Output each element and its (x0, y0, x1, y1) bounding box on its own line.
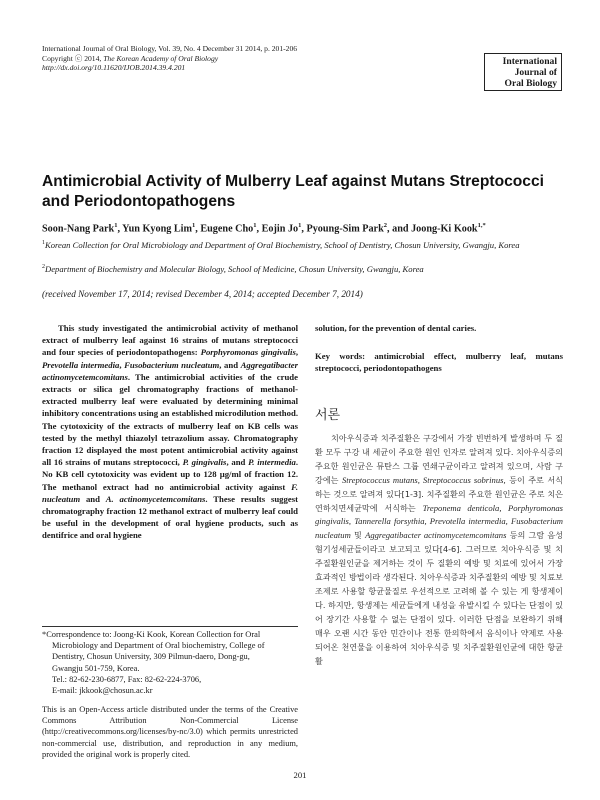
correspondence-line: *Correspondence to: Joong-Ki Kook, Korean Collection for Oral (42, 630, 261, 639)
journal-box-line-1: International (502, 56, 557, 67)
author-affil-sup: 1 (298, 222, 302, 229)
journal-citation-block (42, 44, 382, 73)
abstract-text: and (85, 493, 100, 504)
species-name: P. intermedia (248, 457, 296, 468)
affiliation-sup: 2 (42, 264, 45, 270)
author-name: Soon-Nang Park (42, 223, 115, 235)
affiliation-sup: 1 (42, 240, 45, 246)
correspondence-line: Gwangju 501-759, Korea. (52, 663, 140, 673)
intro-text: 및 (354, 530, 362, 541)
received-dates: (received November 17, 2014; revised December 4, 2014; accepted December 7, 2014) (42, 289, 363, 299)
copyright-prefix: Copyright ⓒ 2014, (42, 53, 102, 63)
doi-link[interactable]: http://dx.doi.org/10.11620/IJOB.2014.39.4.201 (42, 63, 186, 73)
journal-citation: International Journal of Oral Biology, Vol. 39, No. 4 December 31 2014, p. 201-206 (42, 44, 298, 53)
affiliation-1 (42, 238, 562, 251)
species-name: Aggregatibacter actinomycetemcomitans (365, 530, 507, 541)
correspondence-line: Microbiology and Department of Oral biochemistry, College of (52, 641, 265, 651)
affiliation-text: Department of Biochemistry and Molecular Biology, School of Medicine, Chosun University, Gwangju, Korea (45, 263, 424, 274)
copyright-line (42, 54, 382, 64)
correspondence-line: Dentistry, Chosun University, 309 Pilmun-daero, Dong-gu, (52, 652, 250, 662)
intro-text: 등의 그람 음성 혐기성세균들이라고 보고되고 있다[4-6]. 그러므로 치아우식증 및 치주질환원인균을 제거하는 것이 두 질환의 예방 및 치료에 있어서 가장 효과적인 방법이라 생각된다. 치아우식증과 치주질환의 예방 및 치료보조제로 사용할 항균물질로 우선적으로 고려해 볼 수 있는 게 항생제이다. 하지만, 항생제는 세균들에게 내성을 유발시킬 수 있다는 단점이 있어 장기간 사용할 수 없는 단점이 있다. 이러한 단점을 보완하기 위해 매우 오랜 시간 동안 민간이나 전통 한의학에서 음식이나 약제로 사용되어온 천연물을 이용하여 치아우식증 및 치주질환원인균에 대한 항균활 (315, 530, 564, 666)
correspondence-email[interactable]: E-mail: jkkook@chosun.ac.kr (52, 686, 153, 696)
author-name: Yun Kyong Lim (122, 223, 192, 235)
license-note: This is an Open-Access article distributed under the terms of the Creative Commons Attribution Non-Commercial License (http://creativecommons.org/licenses/by-nc/3.0) which permits unrestricted non-commercial use, distribution, and reproduction in any medium, provided the original work is properly cited. (42, 705, 298, 759)
abstract-text: , and (226, 457, 246, 468)
author-affil-sup: 1 (192, 222, 196, 229)
author-name: Eojin Jo (261, 223, 299, 235)
author-name: Pyoung-Sim Park (306, 223, 384, 235)
introduction-paragraph (315, 432, 563, 668)
author-affil-sup: 1,* (477, 222, 486, 229)
abstract-text: . These results suggest chromatography fraction 12 methanol extract of mulberry leaf could be useful in the development of oral hygiene products, such as dentifrice and oral hygiene (42, 493, 298, 541)
page-number: 201 (293, 770, 307, 780)
species-name: F. nucleatum (42, 481, 298, 504)
copyright-org: The Korean Academy of Oral Biology (103, 53, 219, 63)
intro-text: 등이 주로 서식하는 것으로 알려져 있다[1-3]. 치주질환의 주요한 원인균은 주로 치은연하치면세균막에 서식하는 (315, 474, 563, 513)
species-name: Treponema denticola, Porphyromonas gingivalis, Tannerella forsythia, Prevotella intermedia, Fusobacterium nucleatum (315, 502, 564, 541)
species-name: Aggregatibacter actinomycetemcomitans (42, 359, 299, 382)
species-name: A. actinomycetemcomitans (105, 493, 206, 504)
journal-box-line-3: Oral Biology (504, 78, 557, 89)
intro-text: 치아우식증과 치주질환은 구강에서 가장 빈번하게 발생하며 두 질환 모두 구강 내 세균이 주요한 원인 인자로 알려져 있다. 치아우식증의 주요한 원인균은 뮤탄스 그룹 연쇄구균이라고 알려져 있으며, 사람 구강에는 (315, 433, 563, 485)
affiliation-2 (42, 262, 562, 275)
author-name: Joong-Ki Kook (411, 223, 478, 235)
journal-box-line-2: Journal of (514, 67, 557, 78)
journal-logo-box (484, 53, 562, 91)
abstract-text: . No KB cell cytotoxicity was evident up to 128 µg/ml of fraction 12. The methanol extract had no antimicrobial activity against (42, 457, 299, 492)
article-title: Antimicrobial Activity of Mulberry Leaf against Mutans Streptococci and Periodontopathogens (42, 173, 544, 210)
section-heading-introduction: 서론 (315, 408, 341, 423)
author-list: Soon-Nang Park$^1$, Yun Kyong Lim$^1$, Eugene Cho$^1$, Eojin Jo$^1$, Pyoung-Sim Park$^2$, and Joong-Ki Kook$^{1,*}$ (42, 222, 486, 235)
correspondence-footnote (42, 629, 298, 696)
affiliation-text: Korean Collection for Oral Microbiology and Department of Oral Biochemistry, School of Dentistry, Chosun University, Gwangju, Korea (45, 239, 520, 250)
species-name: Porphyromonas gingivalis (200, 347, 296, 358)
author-name: Eugene Cho (200, 223, 254, 235)
correspondence-line: Tel.: 82-62-230-6877, Fax: 82-62-224-3706, (52, 674, 202, 684)
abstract-text: , and (219, 359, 239, 370)
keywords: Key words: antimicrobial effect, mulberry leaf, mutans streptococci, periodontopathogens (315, 351, 563, 374)
species-name: P. gingivalis (182, 457, 227, 468)
footnote-rule (42, 626, 298, 627)
abstract-paragraph: This study investigated the antimicrobial activity of methanol extract of mulberry leaf against 16 strains of mutans streptococci and four species of periodontopathogens: Porphyromonas gingivalis, Prevotella intermedia, Fusobacterium nucleatum, and Aggregatibacter actinomycetemcomitans. The antimicrobial activities of the crude extracts or silica gel chromatography fractions of methanol-extracted mulberry leaf were evaluated by determining minimal inhibitory concentrations using an established microdilution method. The cytotoxicity of the extracts of mulberry leaf on KB cells was tested by the methyl thiazolyl tetrazolium assay. Chromatography fraction 12 displayed the most potent antimicrobial activity against all 16 strains of mutans streptococci, P. gingivalis, and P. intermedia. No KB cell cytotoxicity was evident up to 128 µg/ml of fraction 12. The methanol extract had no antimicrobial activity against F. nucleatum and A. actinomycetemcomitans. These results suggest chromatography fraction 12 methanol extract of mulberry leaf could be useful in the development of oral hygiene products, such as dentifrice and oral hygiene (42, 323, 299, 541)
species-name: Streptococcus mutans, Streptococcus sobrinus, (341, 474, 506, 485)
author-affil-sup: 1 (114, 222, 118, 229)
author-conjunction: and (392, 223, 409, 235)
abstract-continuation: solution, for the prevention of dental caries. (315, 323, 477, 333)
author-affil-sup: 2 (383, 222, 387, 229)
species-name: Fusobacterium nucleatum (124, 359, 220, 370)
abstract-text: This study investigated the antimicrobial activity of methanol extract of mulberry leaf against 16 strains of mutans streptococci and four species of periodontopathogens: (42, 323, 298, 358)
author-affil-sup: 1 (253, 222, 257, 229)
abstract-text: . The antimicrobial activities of the crude extracts or silica gel chromatography fractions of methanol-extracted mulberry leaf were evaluated by determining minimal inhibitory concentrations using an established microdilution method. The cytotoxicity of the extracts of mulberry leaf on KB cells was tested by the methyl thiazolyl tetrazolium assay. Chromatography fraction 12 displayed the most potent antimicrobial activity against all 16 strains of mutans streptococci, (42, 371, 298, 468)
species-name: Prevotella intermedia (42, 359, 120, 370)
